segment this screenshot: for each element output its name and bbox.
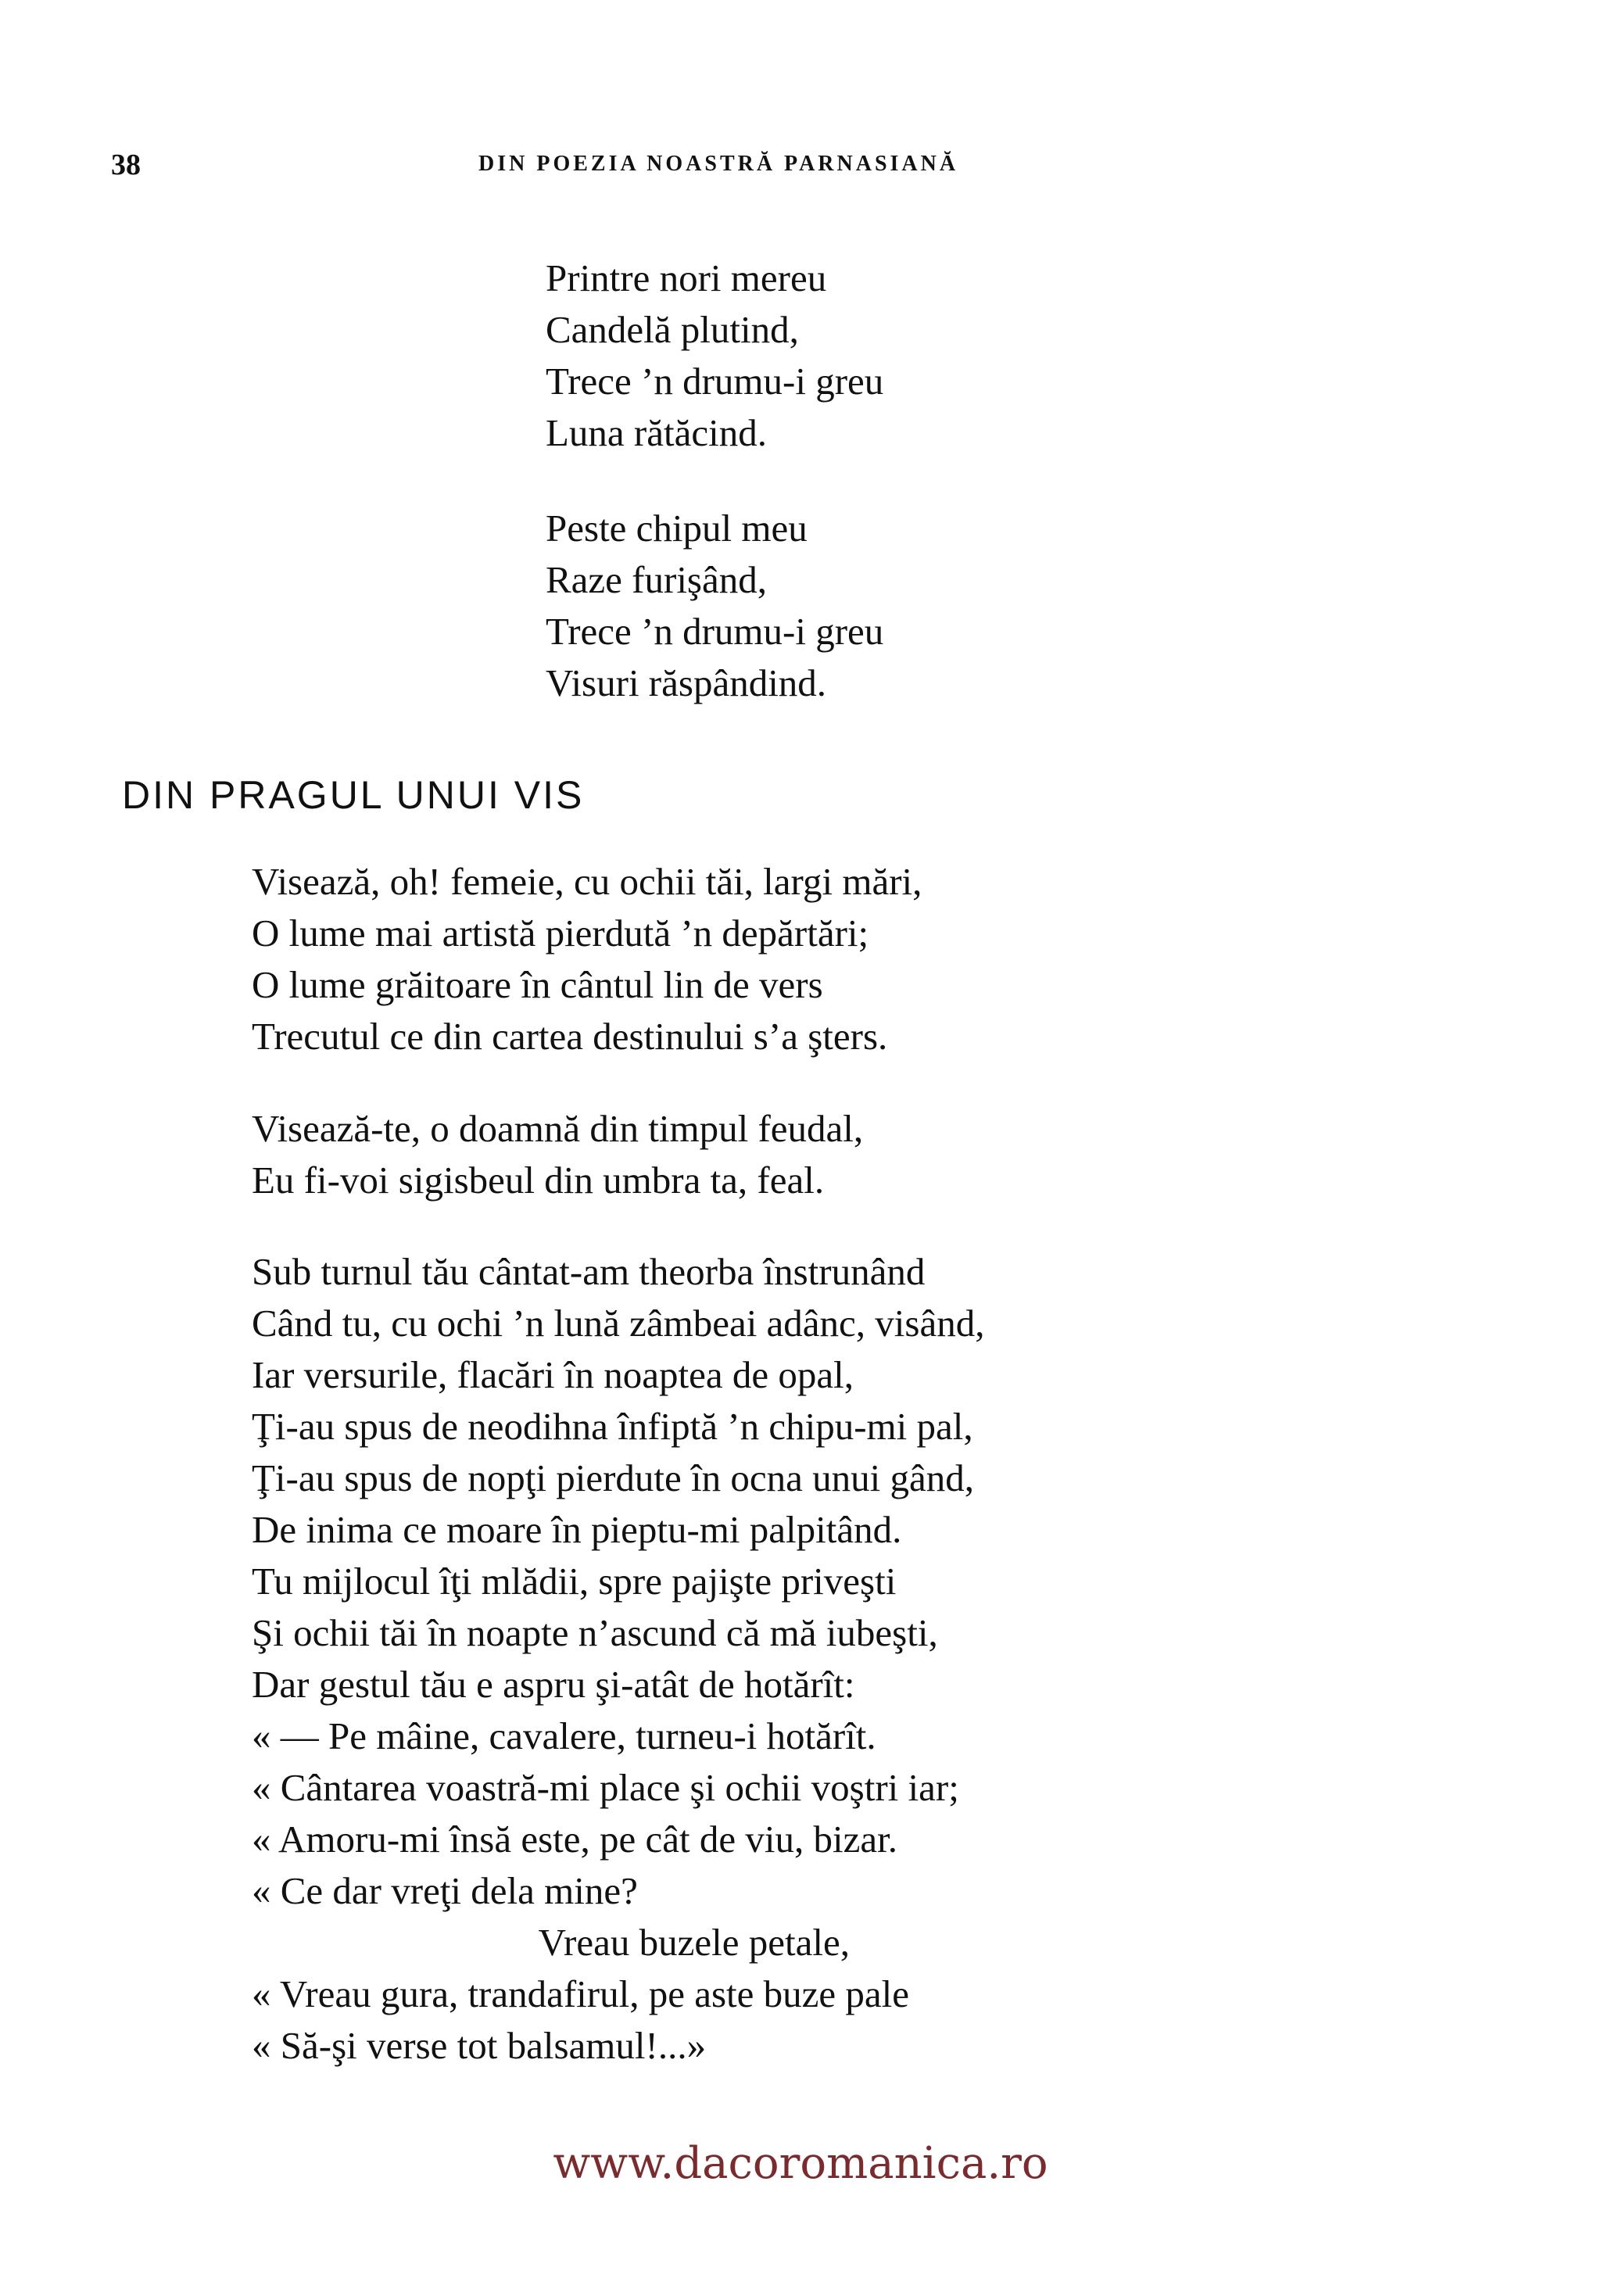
poem-line: « Vreau gura, trandafirul, pe aste buze pale <box>252 1972 910 2015</box>
poem-line: Printre nori mereu <box>546 256 827 299</box>
poem-line: « Cântarea voastră-mi place şi ochii voştri iar; <box>252 1766 959 1809</box>
poem-line: Visuri răspândind. <box>546 661 827 704</box>
poem-line: Iar versurile, flacări în noaptea de opal, <box>252 1353 854 1396</box>
poem-line: Ţi-au spus de nopţi pierdute în ocna unui gând, <box>252 1456 974 1499</box>
poem2-stanza-3 <box>252 1246 984 2072</box>
poem-line: Când tu, cu ochi ’n lună zâmbeai adânc, visând, <box>252 1302 985 1345</box>
poem1-stanza-2 <box>546 503 883 709</box>
poem-line: Sub turnul tău cântat-am theorba înstrunând <box>252 1250 926 1293</box>
poem-line: Ţi-au spus de neodihna înfiptă ’n chipu-mi pal, <box>252 1405 973 1448</box>
poem-line: « Amoru-mi însă este, pe cât de viu, bizar. <box>252 1818 897 1861</box>
poem-line: Dar gestul tău e aspru şi-atât de hotărît: <box>252 1663 855 1706</box>
poem-line: O lume grăitoare în cântul lin de vers <box>252 963 823 1006</box>
poem1-stanza-1 <box>546 253 883 459</box>
poem-line: Visează-te, o doamnă din timpul feudal, <box>252 1107 864 1150</box>
poem-line: Şi ochii tăi în noapte n’ascund că mă iubeşti, <box>252 1611 938 1654</box>
watermark-url: www.dacoromanica.ro <box>553 2138 1048 2189</box>
poem-line: « — Pe mâine, cavalere, turneu-i hotărît. <box>252 1714 876 1757</box>
poem-line: De inima ce moare în pieptu-mi palpitând. <box>252 1508 902 1551</box>
poem-line: Candelă plutind, <box>546 308 799 351</box>
poem-line: O lume mai artistă pierdută ’n depărtări; <box>252 912 869 955</box>
poem-title: DIN PRAGUL UNUI VIS <box>122 773 585 817</box>
poem-line: Tu mijlocul îţi mlădii, spre pajişte priveşti <box>252 1560 897 1603</box>
poem-line: Trecutul ce din cartea destinului s’a şters. <box>252 1015 888 1058</box>
poem-line: Eu fi-voi sigisbeul din umbra ta, feal. <box>252 1159 825 1202</box>
running-header: DIN POEZIA NOASTRĂ PARNASIANĂ <box>478 152 959 176</box>
poem-line: Trece ’n drumu-i greu <box>546 360 884 403</box>
page-number: 38 <box>111 149 141 181</box>
poem-line: Trece ’n drumu-i greu <box>546 610 884 653</box>
poem-line: Peste chipul meu <box>546 507 808 550</box>
poem-line: Raze furişând, <box>546 558 767 601</box>
poem-line: « Să-şi verse tot balsamul!...» <box>252 2024 707 2067</box>
poem-line: Vreau buzele petale, <box>252 1921 850 1964</box>
poem-line: Luna rătăcind. <box>546 411 767 454</box>
poem2-stanza-2 <box>252 1103 863 1206</box>
poem-line: Visează, oh! femeie, cu ochii tăi, largi mări, <box>252 860 922 903</box>
poem-line: « Ce dar vreţi dela mine? <box>252 1869 638 1912</box>
poem2-stanza-1 <box>252 856 922 1062</box>
